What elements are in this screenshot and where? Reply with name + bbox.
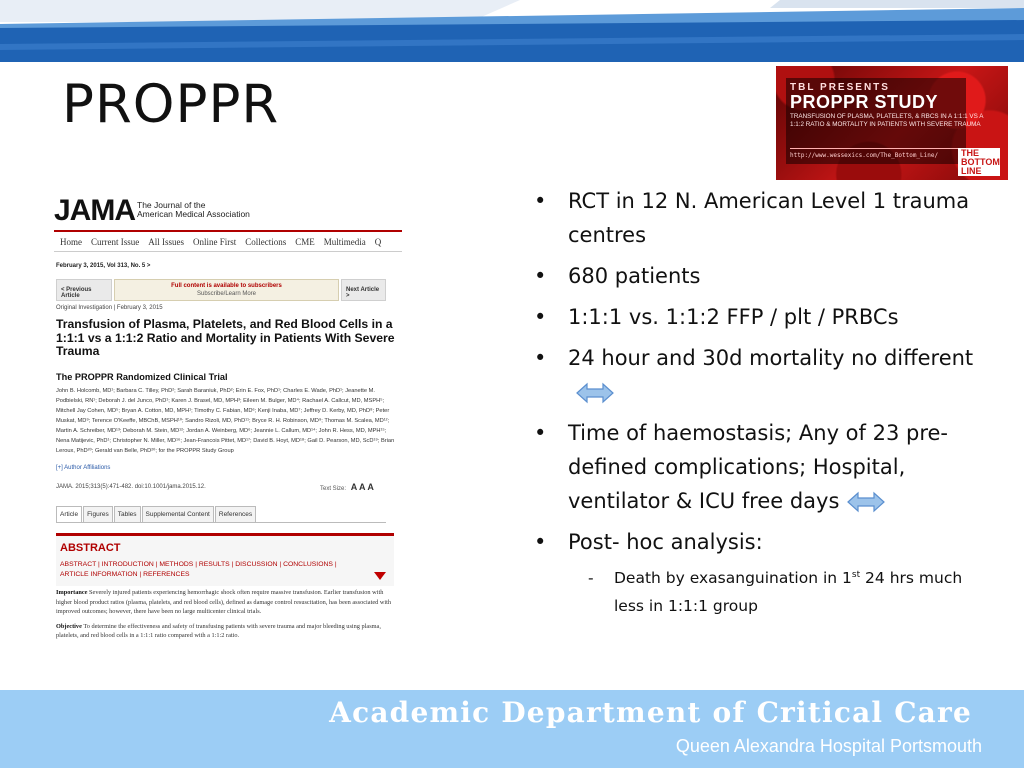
nav-all-issues[interactable]: All Issues: [148, 237, 184, 247]
thumbnail-kicker: TBL PRESENTS: [790, 82, 890, 93]
bullet-list: [534, 184, 996, 620]
article-citation: JAMA. 2015;313(5):471-482. doi:10.1001/jama.2015.12.: [56, 484, 206, 490]
department-name: Academic Department of Critical Care: [329, 696, 972, 729]
nav-cme[interactable]: CME: [295, 237, 315, 247]
jama-article-screenshot: [54, 190, 402, 666]
article-tabs: [56, 506, 386, 523]
thumbnail-title: PROPPR STUDY: [790, 92, 939, 112]
importance-label: Importance: [56, 589, 88, 596]
abstract-body: [56, 588, 396, 646]
text-size-control[interactable]: [320, 482, 374, 492]
author-affiliations-link[interactable]: [+] Author Affiliations: [56, 465, 111, 471]
nav-more[interactable]: Q: [374, 237, 382, 247]
thumbnail-divider: [790, 148, 958, 149]
header-rule: [54, 230, 402, 232]
importance-text: Severely injured patients experiencing hemorrhagic shock often require massive transfusion. Earlier transfusion with higher blood product ratios (plasma, platelets, and red blood cells), defined as damage control resuscitation, has been associated with improved outcomes; however, there have been no large multicenter clinical trials.: [56, 589, 392, 615]
bullet-item: [534, 416, 996, 518]
tab-supplemental-content[interactable]: Supplemental Content: [142, 506, 214, 522]
nav-current-issue[interactable]: Current Issue: [91, 237, 140, 247]
article-subheadline: The PROPPR Randomized Clinical Trial: [56, 372, 228, 382]
author-list: John B. Holcomb, MD¹; Barbara C. Tilley, PhD²; Sarah Baraniuk, PhD²; Erin E. Fox, PhD¹; Charles E. Wade, PhD¹; Jeanette M. Podbielski, RN¹; Deborah J. del Junco, PhD¹; Karen J. Brasel, MD, MPH³; Eileen M. Bulger, MD⁴; Rachael A. Callcut, MD, MSPH⁵; Mitchell Jay Cohen, MD⁵; Bryan A. Cotton, MD, MPH¹; Timothy C. Fabian, MD⁶; Kenji Inaba, MD⁷; Jeffrey D. Kerby, MD, PhD⁸; Peter Muskat, MD⁹; Terence O'Keeffe, MBChB, MSPH¹⁰; Sandro Rizoli, MD, PhD¹¹; Bryce R. H. Robinson, MD⁹; Thomas M. Scalea, MD¹²; Martin A. Schreiber, MD¹³; Deborah M. Stein, MD¹²; Jordan A. Weinberg, MD⁶; Jeannie L. Callum, MD¹⁴; John R. Hess, MD, MPH¹⁵; Nena Matijevic, PhD¹; Christopher N. Miller, MD¹⁶; Jean-Francois Pittet, MD¹⁷; David B. Hoyt, MD¹⁸; Gail D. Pearson, MD, ScD¹⁹; Brian Leroux, PhD²⁰; Gerald van Belle, PhD²⁰; for the PROPPR Study Group: [56, 388, 395, 454]
sub-bullet-superscript: st: [851, 569, 861, 580]
nav-collections[interactable]: Collections: [245, 237, 287, 247]
hospital-name: Queen Alexandra Hospital Portsmouth: [675, 736, 982, 756]
bullet-item: [534, 525, 996, 559]
objective-label: Objective: [56, 622, 82, 630]
expand-triangle-icon[interactable]: [374, 572, 386, 580]
bullet-text: 24 hour and 30d mortality no different: [568, 346, 974, 370]
banner-stripes: [0, 0, 1024, 62]
thumbnail-url: http://www.wessexics.com/The_Bottom_Line/: [790, 152, 939, 159]
double-arrow-icon: [847, 491, 885, 513]
proppr-study-thumbnail: [776, 66, 1008, 180]
objective-text: To determine the effectiveness and safety of transfusing patients with severe trauma and major bleeding using plasma, platelets, and red blood cells in a 1:1:1 ratio compared with a 1:1:2 ratio.: [56, 622, 381, 639]
nav-rule: [54, 251, 402, 252]
journal-name-line1: The Journal of the: [137, 200, 206, 210]
article-meta: Original Investigation | February 3, 2015: [56, 305, 163, 311]
slide-title: PROPPR: [62, 74, 280, 135]
sub-bullet-text-start: Death by exasanguination in 1: [614, 569, 852, 587]
subscribe-link[interactable]: Subscribe/Learn More: [196, 291, 257, 297]
double-arrow-icon: [576, 382, 614, 404]
article-headline: Transfusion of Plasma, Platelets, and Red Blood Cells in a 1:1:1 vs a 1:1:2 Ratio and Mortality in Patients With Severe Trauma: [56, 317, 395, 359]
top-banner: [0, 0, 1024, 62]
footer-bar: [0, 690, 1024, 768]
text-size-label: Text Size:: [320, 486, 347, 492]
bullet-text: 680 patients: [568, 264, 701, 288]
sub-bullet-dash: -: [588, 569, 594, 587]
tab-tables[interactable]: Tables: [114, 506, 141, 522]
abstract-section-links[interactable]: ABSTRACT | INTRODUCTION | METHODS | RESULTS | DISCUSSION | CONCLUSIONS | ARTICLE INFORMATION | REFERENCES: [60, 561, 337, 578]
journal-name: [137, 201, 250, 219]
bullet-text: Time of haemostasis; Any of 23 pre-defined complications; Hospital, ventilator & ICU free days: [568, 421, 948, 513]
bullet-item: [534, 259, 996, 293]
sub-bullet-item: [534, 564, 996, 620]
nav-multimedia[interactable]: Multimedia: [323, 237, 366, 247]
tab-article[interactable]: Article: [56, 506, 82, 522]
subscribe-box[interactable]: [114, 279, 339, 301]
abstract-title: ABSTRACT: [60, 542, 121, 554]
bullet-text: RCT in 12 N. American Level 1 trauma centres: [568, 189, 970, 247]
jama-logo: JAMA: [54, 194, 136, 227]
tab-figures[interactable]: Figures: [83, 506, 113, 522]
next-article-button[interactable]: Next Article >: [341, 279, 386, 301]
subscribe-notice: Full content is available to subscribers: [171, 283, 282, 289]
thumbnail-subtitle: TRANSFUSION OF PLASMA, PLATELETS, & RBCS IN A 1:1:1 VS A 1:1:2 RATIO & MORTALITY IN PATIENTS WITH SEVERE TRAUMA: [790, 113, 984, 128]
bullet-text: Post- hoc analysis:: [568, 530, 763, 554]
previous-article-button[interactable]: < Previous Article: [56, 279, 112, 301]
journal-name-line2: American Medical Association: [137, 209, 250, 219]
bullet-text: 1:1:1 vs. 1:1:2 FFP / plt / PRBCs: [568, 305, 899, 329]
tab-references[interactable]: References: [215, 506, 256, 522]
issue-link[interactable]: February 3, 2015, Vol 313, No. 5 >: [56, 263, 151, 269]
bullet-item: [534, 300, 996, 334]
abstract-box: [56, 533, 394, 586]
nav-online-first[interactable]: Online First: [193, 237, 237, 247]
objective-paragraph: [56, 622, 396, 641]
bullet-item: [534, 341, 996, 409]
bullet-item: [534, 184, 996, 252]
bottom-line-badge: THE BOTTOM LINE: [958, 148, 1000, 176]
sub-bullet-text-end: 24 hrs much less in 1:1:1 group: [614, 569, 963, 615]
nav-home[interactable]: Home: [60, 237, 82, 247]
importance-paragraph: [56, 588, 396, 617]
journal-nav: [60, 237, 381, 247]
text-size-options[interactable]: A A A: [350, 482, 374, 492]
